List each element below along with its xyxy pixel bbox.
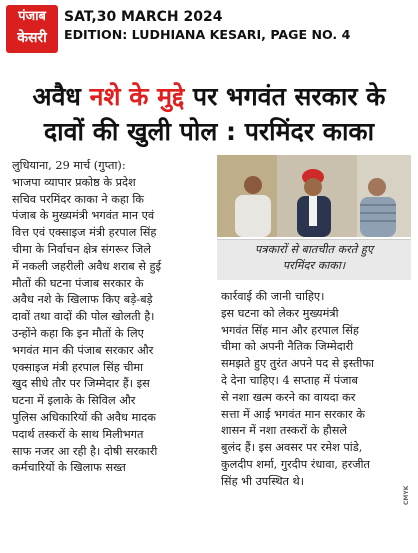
headline-highlight: नशे के मुद्दे bbox=[89, 82, 185, 111]
news-photo bbox=[217, 155, 411, 237]
headline-line-1 bbox=[8, 82, 410, 112]
article-line: लुधियाना, 29 मार्च (गुप्ता): bbox=[12, 159, 126, 172]
article-line: कार्रवाई की जानी चाहिए। bbox=[221, 290, 325, 303]
article-left-column bbox=[12, 158, 212, 477]
publication-date: SAT,30 MARCH 2024 bbox=[64, 9, 223, 25]
print-color-mark: CMYK bbox=[403, 485, 410, 505]
caption-line: परमिंदर काका। bbox=[282, 259, 346, 272]
article-line: भगवंत मान की पंजाब सरकार और bbox=[12, 343, 154, 357]
article-line: साफ नजर आ रही है। दोषी सरकारी bbox=[12, 444, 158, 458]
photo-caption bbox=[217, 242, 411, 274]
article-line: वित्त एवं एक्साइज मंत्री हरपाल सिंह bbox=[12, 226, 157, 240]
article-line: चीमा को अपनी नैतिक जिम्मेदारी bbox=[221, 340, 354, 354]
article-line: अवैध नशे के खिलाफ किए बड़े-बड़े bbox=[12, 293, 153, 307]
article-line: समझते हुए तुरंत अपने पद से इस्तीफा bbox=[221, 357, 374, 371]
article-line: कुलदीप शर्मा, गुरदीप रंधावा, हरजीत bbox=[221, 457, 370, 471]
article-line: शासन में नशा तस्करों के हौसले bbox=[221, 424, 348, 438]
article-line: उन्होंने कहा कि इन मौतों के लिए bbox=[12, 326, 144, 340]
article-line: सत्ता में आई भगवंत मान सरकार के bbox=[221, 407, 365, 421]
article-line: खुद सीधे तौर पर जिम्मेदार हैं। इस bbox=[12, 377, 150, 391]
article-line: एक्साइज मंत्री हरपाल सिंह चीमा bbox=[12, 360, 144, 374]
article-line: चीमा के निर्वाचन क्षेत्र संगरूर जिले bbox=[12, 242, 151, 256]
article-line: से नशा खत्म करने का वायदा कर bbox=[221, 390, 356, 404]
article-line: सिंह भी उपस्थित थे। bbox=[221, 474, 305, 488]
article-line: पदार्थ तस्करों के साथ मिलीभगत bbox=[12, 427, 144, 441]
article-line: इस घटना को लेकर मुख्यमंत्री bbox=[221, 306, 339, 320]
article-line: भगवंत सिंह मान और हरपाल सिंह bbox=[221, 323, 359, 337]
caption-line: पत्रकारों से बातचीत करते हुए bbox=[254, 243, 374, 256]
article-line: भाजपा व्यापार प्रकोष्ठ के प्रदेश bbox=[12, 175, 136, 189]
headline-segment: अवैध bbox=[32, 82, 90, 111]
logo-line-1: पंजाब bbox=[18, 9, 46, 24]
logo-line-2: केसरी bbox=[17, 30, 47, 46]
article-line: दे देना चाहिए। 4 सप्ताह में पंजाब bbox=[221, 373, 358, 387]
newspaper-logo bbox=[6, 5, 58, 53]
article-line: बुलंद हैं। इस अवसर पर रमेश पांडे, bbox=[221, 441, 363, 455]
article-line: कर्मचारियों के खिलाफ सख्त bbox=[12, 461, 126, 475]
article-line: में नकली जहरीली अवैध शराब से हुई bbox=[12, 259, 162, 273]
article-line: पुलिस अधिकारियों की अवैध मादक bbox=[12, 410, 156, 424]
article-line: मौतों की घटना पंजाब सरकार के bbox=[12, 276, 144, 290]
headline-line-2: दावों की खुली पोल : परमिंदर काका bbox=[43, 117, 375, 146]
publication-meta bbox=[64, 8, 350, 44]
people-photo-illustration bbox=[217, 155, 411, 237]
article-line: पंजाब के मुख्यमंत्री भगवंत मान एवं bbox=[12, 209, 155, 223]
article-line: घटना में इलाके के सिविल और bbox=[12, 394, 136, 408]
edition-info: EDITION: LUDHIANA KESARI, PAGE NO. 4 bbox=[64, 27, 351, 42]
article-line: सचिव परमिंदर काका ने कहा कि bbox=[12, 192, 144, 206]
headline-segment: पर भगवंत सरकार के bbox=[184, 82, 386, 111]
article-right-column bbox=[221, 289, 401, 491]
article-line: दावों तथा वादों की पोल खोलती है। bbox=[12, 310, 155, 324]
